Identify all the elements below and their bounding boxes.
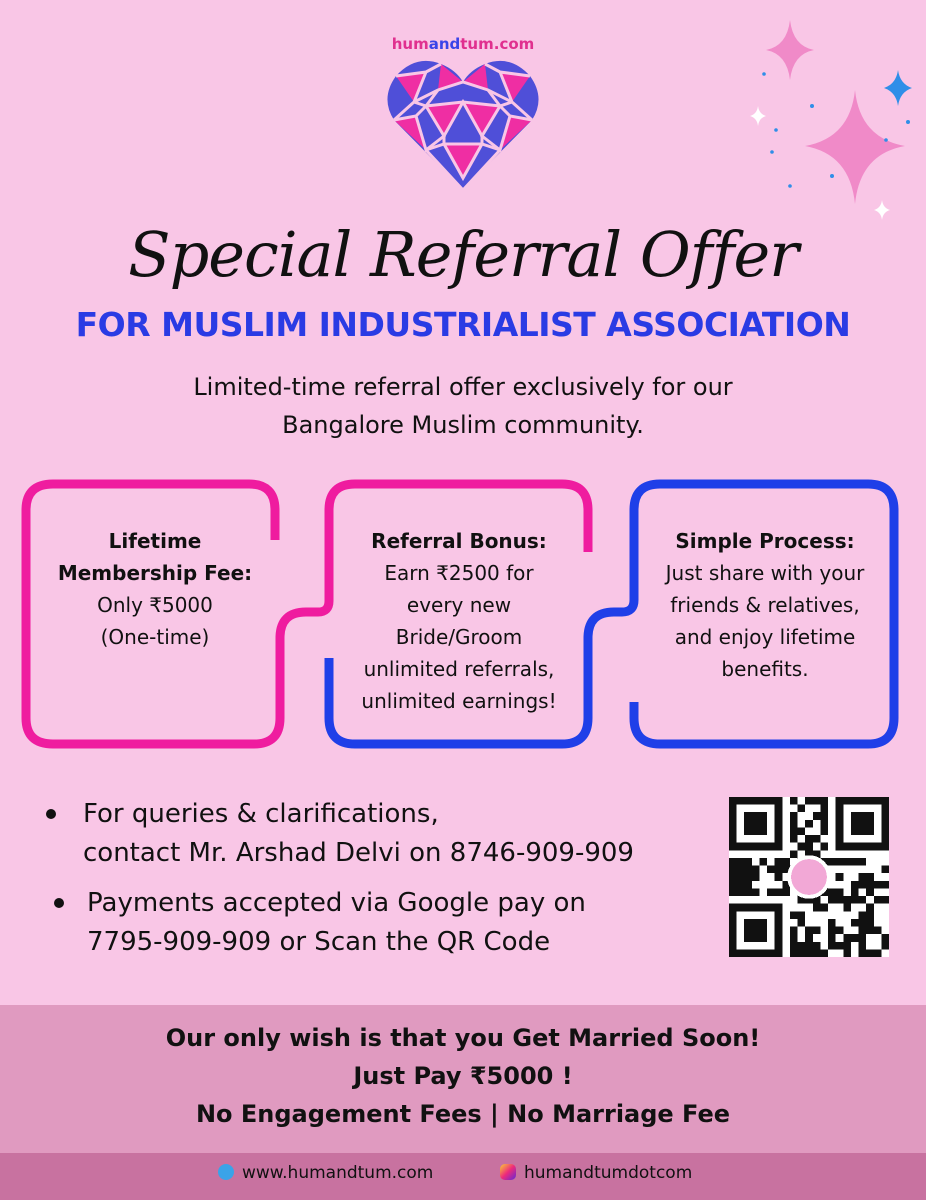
box3-line-3: and enjoy lifetime: [674, 625, 856, 649]
qr-module: [790, 797, 798, 805]
box2-heading: Referral Bonus:: [371, 529, 547, 553]
qr-module: [874, 896, 882, 904]
qr-module: [790, 835, 798, 843]
intro-line-1: Limited-time referral offer exclusively for our: [193, 373, 733, 401]
qr-module: [767, 866, 775, 874]
qr-module: [798, 949, 806, 957]
qr-module: [851, 888, 859, 896]
sparkle-icon: [740, 18, 926, 228]
qr-module: [866, 949, 874, 957]
qr-module: [737, 858, 745, 866]
qr-module: [836, 927, 844, 935]
qr-module: [737, 866, 745, 874]
box2-line-1: Earn ₹2500 for: [384, 561, 534, 585]
qr-module: [759, 858, 767, 866]
subtitle: FOR MUSLIM INDUSTRIALIST ASSOCIATION: [75, 305, 851, 344]
qr-module: [859, 934, 867, 942]
qr-module: [790, 850, 798, 858]
box1-line-1: Only ₹5000: [97, 593, 213, 617]
qr-module: [843, 858, 851, 866]
qr-module: [798, 919, 806, 927]
qr-module: [805, 797, 813, 805]
qr-module: [881, 942, 889, 950]
qr-module: [828, 888, 836, 896]
qr-module: [866, 911, 874, 919]
qr-module: [744, 858, 752, 866]
qr-module: [828, 896, 836, 904]
globe-icon: [218, 1164, 234, 1180]
qr-module: [813, 797, 821, 805]
qr-module: [859, 949, 867, 957]
qr-module: [775, 866, 783, 874]
qr-module: [843, 949, 851, 957]
qr-module: [805, 942, 813, 950]
intro-text: [0, 368, 926, 444]
qr-module: [744, 888, 752, 896]
membership-fee-box: [30, 525, 280, 653]
qr-module: [805, 843, 813, 851]
qr-module: [805, 835, 813, 843]
qr-module: [790, 934, 798, 942]
qr-module: [813, 812, 821, 820]
qr-module: [820, 805, 828, 813]
brand-part-2: and: [428, 35, 461, 53]
qr-module: [820, 827, 828, 835]
qr-module: [790, 949, 798, 957]
qr-module: [836, 888, 844, 896]
heart-logo-icon: [386, 58, 540, 190]
qr-module: [752, 873, 760, 881]
qr-module: [798, 911, 806, 919]
qr-module: [752, 888, 760, 896]
qr-module: [813, 904, 821, 912]
qr-module: [851, 858, 859, 866]
qr-module: [782, 858, 790, 866]
qr-module: [798, 827, 806, 835]
bullet-dot-icon: [46, 809, 56, 819]
qr-module: [859, 881, 867, 889]
box1-heading-1: Lifetime: [108, 529, 202, 553]
qr-module: [790, 820, 798, 828]
website-text: www.humandtum.com: [242, 1163, 434, 1183]
box1-line-2: (One-time): [100, 625, 210, 649]
qr-module: [828, 942, 836, 950]
qr-module: [859, 873, 867, 881]
qr-module: [836, 896, 844, 904]
qr-module: [820, 820, 828, 828]
qr-module: [859, 911, 867, 919]
qr-module: [744, 866, 752, 874]
box2-line-5: unlimited earnings!: [361, 689, 557, 713]
qr-module: [866, 919, 874, 927]
qr-module: [782, 888, 790, 896]
qr-module: [790, 812, 798, 820]
qr-module: [843, 896, 851, 904]
qr-module: [729, 858, 737, 866]
qr-module: [866, 927, 874, 935]
qr-module: [836, 873, 844, 881]
box2-line-3: Bride/Groom: [395, 625, 523, 649]
qr-module: [859, 858, 867, 866]
contact-line-1: For queries & clarifications,: [83, 799, 439, 829]
qr-module: [881, 881, 889, 889]
qr-module: [836, 942, 844, 950]
qr-module: [874, 949, 882, 957]
qr-module: [775, 858, 783, 866]
box1-heading-2: Membership Fee:: [57, 561, 253, 585]
instagram-icon: [500, 1164, 516, 1180]
qr-module: [737, 888, 745, 896]
qr-module: [805, 949, 813, 957]
qr-module: [843, 904, 851, 912]
qr-module: [729, 873, 737, 881]
qr-module: [790, 927, 798, 935]
qr-code[interactable]: [729, 797, 889, 957]
qr-module: [813, 942, 821, 950]
instagram-text: humandtumdotcom: [524, 1163, 693, 1183]
payment-line-1: Payments accepted via Google pay on: [87, 888, 586, 918]
box2-line-2: every new: [406, 593, 512, 617]
qr-module: [805, 820, 813, 828]
qr-module: [828, 927, 836, 935]
qr-module: [729, 881, 737, 889]
qr-module: [843, 934, 851, 942]
qr-module: [836, 858, 844, 866]
qr-module: [775, 873, 783, 881]
qr-module: [798, 843, 806, 851]
qr-module: [805, 927, 813, 935]
qr-module: [859, 919, 867, 927]
footer-line-1: Our only wish is that you Get Married Soon!: [165, 1024, 761, 1052]
qr-module: [859, 942, 867, 950]
qr-module: [828, 934, 836, 942]
payment-line-2: 7795-909-909 or Scan the QR Code: [87, 927, 551, 957]
referral-bonus-box: [333, 525, 585, 717]
intro-line-2: Bangalore Muslim community.: [282, 411, 644, 439]
qr-module: [851, 919, 859, 927]
qr-module: [813, 949, 821, 957]
qr-module: [744, 881, 752, 889]
footer-line-2: Just Pay ₹5000 !: [353, 1062, 573, 1090]
qr-module: [813, 835, 821, 843]
simple-process-box: [640, 525, 890, 685]
qr-module: [729, 866, 737, 874]
qr-module: [828, 919, 836, 927]
box3-heading: Simple Process:: [675, 529, 855, 553]
qr-module: [737, 873, 745, 881]
qr-module: [744, 873, 752, 881]
qr-module: [729, 888, 737, 896]
contact-line-2: contact Mr. Arshad Delvi on 8746-909-909: [83, 838, 634, 868]
qr-module: [737, 881, 745, 889]
payment-bullet: [87, 884, 586, 962]
qr-logo-icon: [789, 857, 829, 897]
qr-module: [828, 858, 836, 866]
qr-module: [798, 942, 806, 950]
qr-module: [820, 843, 828, 851]
box3-line-1: Just share with your: [665, 561, 865, 585]
footer-line-3: No Engagement Fees | No Marriage Fee: [195, 1100, 731, 1128]
qr-module: [866, 881, 874, 889]
qr-module: [851, 896, 859, 904]
qr-module: [851, 934, 859, 942]
brand-part-1: hum: [391, 35, 429, 53]
qr-module: [859, 896, 867, 904]
qr-module: [805, 934, 813, 942]
qr-module: [752, 866, 760, 874]
qr-module: [798, 805, 806, 813]
qr-module: [866, 873, 874, 881]
qr-module: [866, 904, 874, 912]
qr-module: [790, 911, 798, 919]
qr-module: [775, 888, 783, 896]
qr-module: [767, 888, 775, 896]
bullet-dot-icon: [54, 898, 64, 908]
qr-module: [820, 797, 828, 805]
qr-module: [820, 812, 828, 820]
instagram-link[interactable]: [500, 1163, 692, 1183]
qr-module: [874, 881, 882, 889]
brand-part-3: tum.com: [460, 35, 535, 53]
qr-module: [820, 949, 828, 957]
qr-module: [866, 888, 874, 896]
bottom-bar: [0, 1153, 926, 1200]
qr-module: [790, 942, 798, 950]
qr-module: [813, 927, 821, 935]
qr-module: [881, 934, 889, 942]
qr-module: [859, 927, 867, 935]
qr-module: [851, 881, 859, 889]
qr-module: [881, 896, 889, 904]
qr-module: [820, 904, 828, 912]
contact-bullet: [83, 795, 634, 873]
website-link[interactable]: [218, 1163, 433, 1183]
qr-module: [790, 827, 798, 835]
box3-line-2: friends & relatives,: [670, 593, 860, 617]
box2-line-4: unlimited referrals,: [363, 657, 555, 681]
qr-module: [874, 927, 882, 935]
page-title: Special Referral Offer: [128, 218, 798, 291]
box3-line-4: benefits.: [721, 657, 809, 681]
qr-module: [843, 942, 851, 950]
qr-module: [881, 866, 889, 874]
